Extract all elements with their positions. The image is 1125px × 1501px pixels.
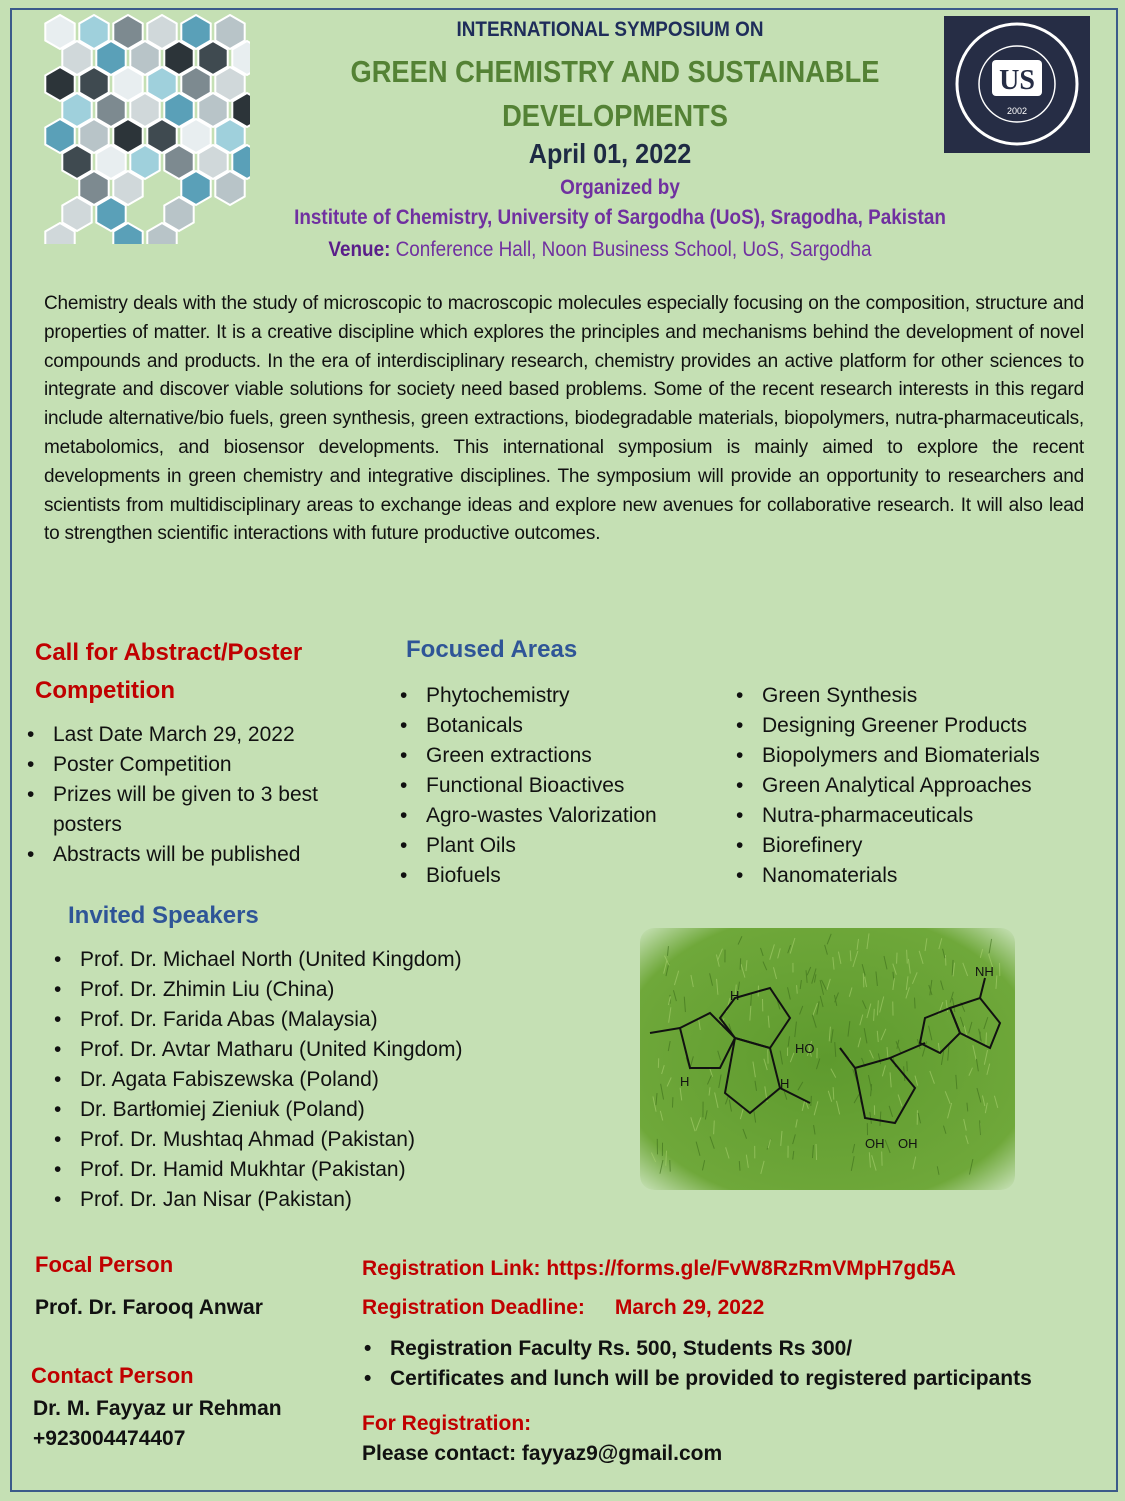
hexagon-shape xyxy=(215,171,244,205)
speaker-item: • Prof. Dr. Jan Nisar (Pakistan) xyxy=(52,1185,572,1215)
focused-area-item: • Biorefinery xyxy=(734,831,1094,861)
deadline-date: March 29, 2022 xyxy=(614,1296,765,1319)
hexagon-graphic xyxy=(40,14,250,244)
focused-area-item: • Plant Oils xyxy=(398,831,718,861)
speaker-item: • Prof. Dr. Zhimin Liu (China) xyxy=(52,975,572,1005)
call-list-item: • Poster Competition xyxy=(25,750,335,780)
speakers-title: Invited Speakers xyxy=(68,902,259,929)
organizer-institute: Institute of Chemistry, University of Sargodha (UoS), Sragodha, Pakistan xyxy=(294,206,946,229)
page-title: GREEN CHEMISTRY AND SUSTAINABLE DEVELOPMENTS xyxy=(350,54,880,133)
registration-list xyxy=(362,1334,1082,1394)
speaker-item: • Dr. Agata Fabiszewska (Poland) xyxy=(52,1065,572,1095)
grass-molecule-image xyxy=(640,928,1015,1190)
organized-by-label: Organized by xyxy=(560,176,680,199)
focused-areas-title: Focused Areas xyxy=(406,636,578,663)
focal-person-title: Focal Person xyxy=(35,1252,174,1277)
call-title: Call for Abstract/Poster Competition xyxy=(35,639,303,704)
university-logo xyxy=(944,16,1090,153)
venue-label: Venue: xyxy=(328,238,391,261)
svg-text:H: H xyxy=(730,988,740,1003)
registration-contact: Please contact: fayyaz9@gmail.com xyxy=(362,1442,723,1465)
registration-item: • Certificates and lunch will be provided to registered participants xyxy=(362,1364,1082,1394)
svg-text:HO: HO xyxy=(795,1041,815,1056)
focused-area-item: • Agro-wastes Valorization xyxy=(398,801,718,831)
focused-area-item: • Green extractions xyxy=(398,741,718,771)
focused-area-item: • Biofuels xyxy=(398,861,718,891)
speakers-list xyxy=(52,945,572,1215)
symposium-kicker: INTERNATIONAL SYMPOSIUM ON xyxy=(456,18,764,41)
for-registration-label: For Registration: xyxy=(362,1412,532,1435)
venue-text: Conference Hall, Noon Business School, UoS, Sargodha xyxy=(390,238,872,261)
speaker-item: • Prof. Dr. Mushtaq Ahmad (Pakistan) xyxy=(52,1125,572,1155)
registration-link-label: Registration Link: xyxy=(362,1257,547,1280)
call-list-item: • Abstracts will be published xyxy=(25,840,335,870)
logo-year: 2002 xyxy=(1006,106,1028,116)
call-list xyxy=(25,720,335,870)
deadline-label: Registration Deadline: xyxy=(362,1296,585,1319)
focused-area-item: • Nanomaterials xyxy=(734,861,1094,891)
venue xyxy=(258,238,942,262)
registration-deadline-row xyxy=(362,1296,764,1320)
contact-person-name: Dr. M. Fayyaz ur Rehman xyxy=(33,1397,282,1420)
svg-text:OH: OH xyxy=(898,1136,918,1151)
registration-link-row xyxy=(362,1257,956,1281)
registration-item: • Registration Faculty Rs. 500, Students Rs 300/ xyxy=(362,1334,1082,1364)
svg-text:NH: NH xyxy=(975,964,994,979)
speaker-item: • Prof. Dr. Farida Abas (Malaysia) xyxy=(52,1005,572,1035)
speaker-item: • Prof. Dr. Avtar Matharu (United Kingdom) xyxy=(52,1035,572,1065)
call-list-item: • Prizes will be given to 3 best posters xyxy=(25,780,335,840)
svg-text:H: H xyxy=(680,1074,690,1089)
event-date: April 01, 2022 xyxy=(528,138,692,169)
svg-text:H: H xyxy=(780,1076,790,1091)
focused-list-1 xyxy=(398,681,718,891)
speaker-item: • Prof. Dr. Hamid Mukhtar (Pakistan) xyxy=(52,1155,572,1185)
call-list-item: • Last Date March 29, 2022 xyxy=(25,720,335,750)
logo-letters: US xyxy=(999,65,1035,96)
contact-phone: +923004474407 xyxy=(33,1427,186,1450)
focal-person-name: Prof. Dr. Farooq Anwar xyxy=(35,1296,263,1319)
focused-area-item: • Designing Greener Products xyxy=(734,711,1094,741)
focused-area-item: • Green Synthesis xyxy=(734,681,1094,711)
focused-area-item: • Nutra-pharmaceuticals xyxy=(734,801,1094,831)
svg-text:OH: OH xyxy=(865,1136,885,1151)
focused-area-item: • Botanicals xyxy=(398,711,718,741)
speaker-item: • Dr. Bartłomiej Zieniuk (Poland) xyxy=(52,1095,572,1125)
registration-link[interactable]: https://forms.gle/FvW8RzRmVMpH7gd5A xyxy=(546,1257,956,1280)
contact-person-title: Contact Person xyxy=(31,1363,194,1388)
focused-area-item: • Phytochemistry xyxy=(398,681,718,711)
focused-area-item: • Functional Bioactives xyxy=(398,771,718,801)
focused-list-2 xyxy=(734,681,1094,891)
speaker-item: • Prof. Dr. Michael North (United Kingdom) xyxy=(52,945,572,975)
focused-area-item: • Green Analytical Approaches xyxy=(734,771,1094,801)
focused-area-item: • Biopolymers and Biomaterials xyxy=(734,741,1094,771)
intro-paragraph: Chemistry deals with the study of microscopic to macroscopic molecules especially focusing on the composition, structure and properties of matter. It is a creative discipline which explores the principles and mechanisms behind the development of novel compounds and products. In the era of interdisciplinary research, chemistry provides an active platform for other sciences to integrate and discover viable solutions for society need based problems. Some of the recent research interests in this regard include alternative/bio fuels, green synthesis, green extractions, biodegradable materials, biopolymers, nutra-pharmaceuticals, metabolomics, and biosensor developments. This international symposium is mainly aimed to explore the recent developments in green chemistry and integrative disciplines. The symposium will provide an opportunity to researchers and scientists from multidisciplinary areas to exchange ideas and explore new avenues for collaborative research. It will also lead to strengthen scientific interactions with future productive outcomes. xyxy=(44,293,1084,545)
